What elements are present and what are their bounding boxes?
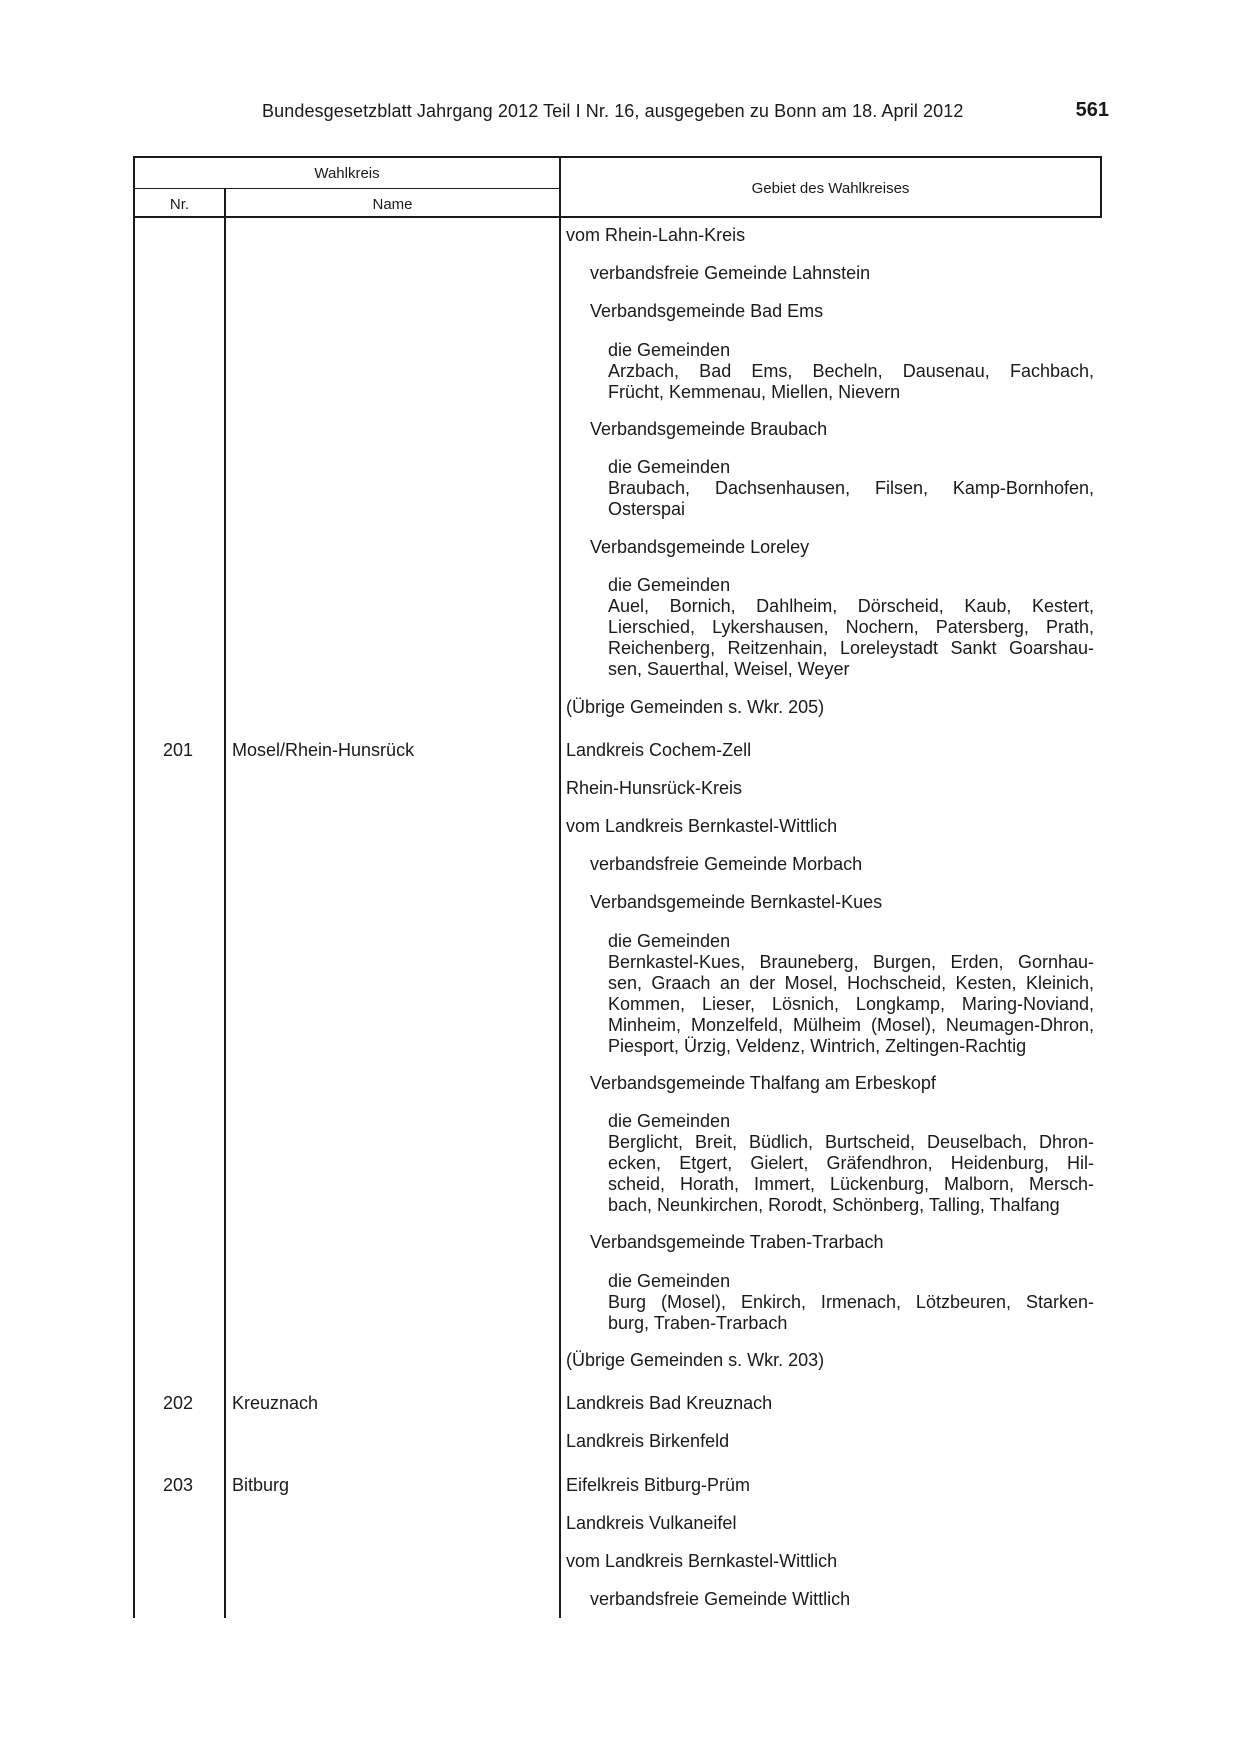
entry-association: Verbandsgemeinde Thalfang am Erbeskopf	[590, 1073, 936, 1093]
row-nr-203: 203	[163, 1475, 194, 1495]
entry-municipality: verbandsfreie Gemeinde Lahnstein	[590, 263, 871, 283]
entry-label: die Gemeinden	[608, 931, 731, 951]
entry-municipality-list: Braubach, Dachsenhausen, Filsen, Kamp-Bornhofen, Osterspai	[608, 478, 1094, 519]
row-name-203: Bitburg	[232, 1475, 290, 1495]
entry-label: die Gemeinden	[608, 340, 731, 360]
entry-association: Verbandsgemeinde Braubach	[590, 419, 828, 439]
entry-district: vom Landkreis Bernkastel-Wittlich	[566, 816, 838, 836]
entry-label: die Gemeinden	[608, 1111, 731, 1131]
header-gebiet: Gebiet des Wahlkreises	[751, 180, 910, 197]
header-bottom-border	[133, 216, 1101, 218]
entry-district: Eifelkreis Bitburg-Prüm	[566, 1475, 751, 1495]
column-divider-nr-name	[224, 188, 226, 1618]
page-number: 561	[1075, 99, 1109, 121]
entry-municipality-list: Burg (Mosel), Enkirch, Irmenach, Lötzbeuren, Starken- burg, Traben-Trarbach	[608, 1292, 1094, 1333]
entry-association: Verbandsgemeinde Bad Ems	[590, 301, 824, 321]
running-header: Bundesgesetzblatt Jahrgang 2012 Teil I Nr. 16, ausgegeben zu Bonn am 18. April 2012	[262, 101, 964, 121]
entry-district: Landkreis Birkenfeld	[566, 1431, 730, 1451]
entry-label: die Gemeinden	[608, 1271, 731, 1291]
header-name: Name	[372, 196, 413, 213]
entry-remark: (Übrige Gemeinden s. Wkr. 205)	[566, 697, 825, 717]
row-nr-202: 202	[163, 1393, 194, 1413]
entry-district: Landkreis Vulkaneifel	[566, 1513, 737, 1533]
entry-district: vom Rhein-Lahn-Kreis	[566, 225, 746, 245]
entry-municipality-list: Arzbach, Bad Ems, Becheln, Dausenau, Fachbach, Frücht, Kemmenau, Miellen, Nievern	[608, 361, 1094, 402]
entry-municipality: verbandsfreie Gemeinde Morbach	[590, 854, 863, 874]
column-divider-name-area	[559, 156, 561, 1618]
entry-municipality-list: Bernkastel-Kues, Brauneberg, Burgen, Erden, Gornhau- sen, Graach an der Mosel, Hochscheid, Kesten, Kleinich, Kommen, Lieser, Lösnich, Longkamp, Maring-Noviand, Minheim, Monzelfeld, Mülheim (Mosel), Neumagen-Dhron, Piesport, Ürzig, Veldenz, Wintrich, Zeltingen-Rachtig	[608, 952, 1094, 1056]
entry-municipality-list: Berglicht, Breit, Büdlich, Burtscheid, Deuselbach, Dhron- ecken, Etgert, Gielert, Gräfendhron, Heidenburg, Hil- scheid, Horath, Immert, Lückenburg, Malborn, Mersch- bach, Neunkirchen, Rorodt, Schönberg, Talling, Thalfang	[608, 1132, 1094, 1215]
entry-label: die Gemeinden	[608, 575, 731, 595]
entry-district: Landkreis Cochem-Zell	[566, 740, 752, 760]
header-wahlkreis: Wahlkreis	[314, 165, 380, 182]
row-name-202: Kreuznach	[232, 1393, 319, 1413]
entry-municipality-list: Auel, Bornich, Dahlheim, Dörscheid, Kaub, Kestert, Lierschied, Lykershausen, Nochern, Patersberg, Prath, Reichenberg, Reitzenhain, Loreleystadt Sankt Goarshau- sen, Sauerthal, Weisel, Weyer	[608, 596, 1094, 679]
entry-district: Rhein-Hunsrück-Kreis	[566, 778, 743, 798]
entry-remark: (Übrige Gemeinden s. Wkr. 203)	[566, 1350, 825, 1370]
entry-district: Landkreis Bad Kreuznach	[566, 1393, 773, 1413]
table-top-border	[133, 156, 1101, 158]
row-nr-201: 201	[163, 740, 194, 760]
header-nr: Nr.	[169, 196, 190, 213]
row-name-201: Mosel/Rhein-Hunsrück	[232, 740, 415, 760]
table-right-border	[1100, 156, 1102, 218]
table-left-border-lower	[133, 196, 135, 1618]
header-mid-border	[133, 188, 560, 189]
entry-association: Verbandsgemeinde Bernkastel-Kues	[590, 892, 883, 912]
entry-association: Verbandsgemeinde Loreley	[590, 537, 810, 557]
entry-municipality: verbandsfreie Gemeinde Wittlich	[590, 1589, 851, 1609]
entry-label: die Gemeinden	[608, 457, 731, 477]
entry-association: Verbandsgemeinde Traben-Trarbach	[590, 1232, 884, 1252]
entry-district: vom Landkreis Bernkastel-Wittlich	[566, 1551, 838, 1571]
